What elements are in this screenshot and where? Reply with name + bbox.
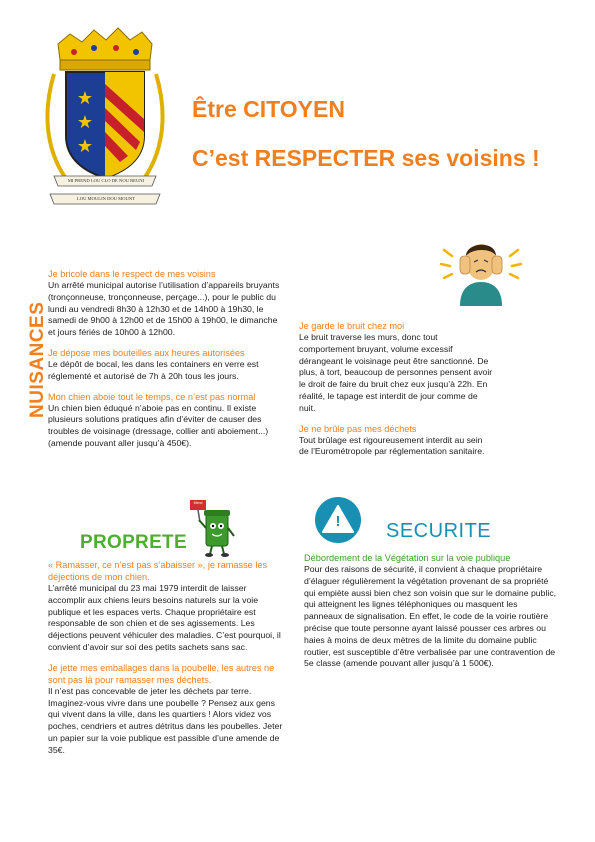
nuisances-vertical-label: NUISANCES [27, 301, 48, 418]
mascot-sign-label: Merci [193, 501, 203, 505]
svg-text:★: ★ [76, 136, 94, 157]
nuisances-left-column [48, 268, 283, 450]
dog-waste-text: L’arrêté municipal du 23 mai 1979 interdit de laisser accomplir aux chiens leurs besoins naturels sur la voie publique et les espaces verts. Chaque propriétaire est responsable de son chien et de ses agissements. Les déjections peuvent véhiculer des maladies. C’est pourquoi, il convient d’avoir sur soi des petits sachets sans sac. [48, 583, 281, 652]
warning-icon [314, 496, 362, 544]
proprete-heading: PROPRETE [80, 532, 187, 553]
vegetation-text: Pour des raisons de sécurité, il convient à chaque propriétaire d’élaguer régulièrement la végétation provenant de sa propriété qui empiète aussi bien chez son voisin que sur le domaine public, qui atteignent les lignes téléphoniques ou masquent les panneaux de signalisation. En effet, le code de la voirie routière précise que toute personne ayant laissé pousser ces arbres ou haies à moins de deux mètres de la limite du domaine public routier, est susceptible d’être verbalisée par une contravention de 5e classe (amende pouvant aller jusqu’à 1 500€). [304, 564, 557, 669]
trash-bin-mascot-icon [186, 498, 246, 558]
svg-text:★: ★ [76, 112, 94, 133]
littering-title: Je jette mes emballages dans la poubelle, les autres ne sont pas là pour ramasser mes déchets. [48, 662, 275, 685]
littering-text: Il n’est pas concevable de jeter les déchets par terre. Imaginez-vous vivre dans une poubelle ? Pensez aux gens qui vivent dans la ville, dans les quartiers ! Alors videz vos poches, cendriers et autres détritus dans les poubelles. Jeter un papier sur la voie publique est passible d’une amende de 35€. [48, 685, 283, 755]
svg-text:★: ★ [76, 88, 94, 109]
dog-waste-title: « Ramasser, ce n’est pas s’abaisser », je ramasse les déjections de mon chien. [48, 560, 268, 582]
bottles-text: Le dépôt de bocal, les dans les containers en verre est réglementé et autorisé de 7h à 20h tous les jours. [48, 358, 259, 381]
page-title-line2: C’est RESPECTER ses voisins ! [192, 145, 540, 171]
securite-column [304, 552, 558, 670]
proprete-column [48, 559, 284, 757]
nuisances-right-column [299, 320, 494, 458]
dog-bark-text: Un chien bien éduqué n’aboie pas en continu. Il existe plusieurs solutions pratiques afin d’éviter de causer des troubles de voisinage (dressage, collier anti aboiement...) (amende pouvant aller jusqu’à 450€). [48, 402, 269, 448]
securite-heading: SECURITE [386, 520, 492, 542]
burning-text: Tout brûlage est rigoureusement interdit au sein de l’Eurométropole par réglementation sanitaire. [299, 434, 485, 457]
diy-title: Je bricole dans le respect de mes voisins [48, 269, 216, 279]
vegetation-title: Débordement de la Végétation sur la voie publique [304, 553, 511, 563]
diy-text: Un arrêté municipal autorise l’utilisation d’appareils bruyants (tronçonneuse, tronçonneuse, perçage...), pour le public du lundi au vendredi 8h30 à 12h30 et de 14h00 à 19h30, le samedi de 9h00 à 12h00 et de 15h00 à 19h00, le dimanche et jours fériés de 10h00 à 12h00. [48, 280, 280, 338]
noise-title: Je garde le bruit chez moi [299, 321, 405, 331]
noise-text: Le bruit traverse les murs, donc tout comportement bruyant, volume excessif dérangeant le voisinage peut être sanctionné. De plus, à tort, beaucoup de personnes pensent avoir le droit de faire du bruit chez eux jusqu’à 22h. En réalité, le tapage est interdit de jour comme de nuit. [299, 332, 493, 413]
crest-motto-2: LOU MOULIN DOU MOUNT [76, 196, 136, 201]
crest-motto-1: MI PREND LOU CLO DE NOU REUNI [67, 178, 145, 183]
page-title-line1: Être CITOYEN [192, 96, 345, 122]
burning-title: Je ne brûle pas mes déchets [299, 423, 417, 434]
bottles-title: Je dépose mes bouteilles aux heures autorisées [48, 347, 245, 358]
warning-symbol: ! [335, 513, 341, 530]
dog-bark-title: Mon chien aboie tout le temps, ce n’est pas normal [48, 391, 256, 402]
noise-annoyed-man-icon [438, 236, 524, 306]
